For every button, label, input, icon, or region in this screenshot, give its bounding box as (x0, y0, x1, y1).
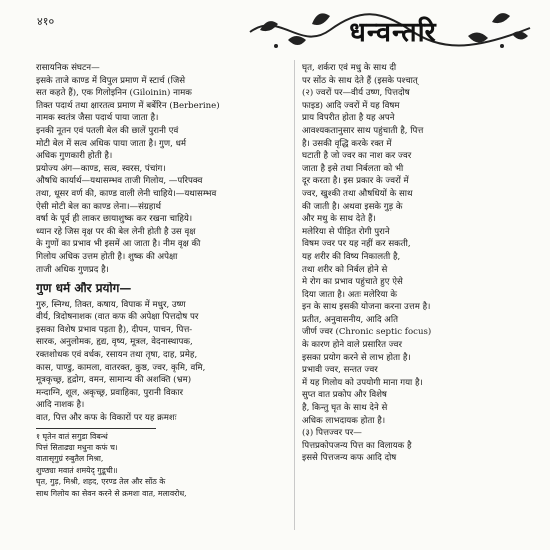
text-line: वर्षा के पूर्व ही लाकर छायाशुष्क कर रखना चाहिये। (36, 214, 193, 225)
text-line: (२) ज्वरों पर—वीर्य उष्ण, पित्तदोष (302, 88, 410, 99)
text-line: गिलोय अधिक उत्तम होती है। शुष्क की अपेक्षा (36, 251, 178, 262)
text-line: (३) पित्तज्वर पर— (302, 428, 362, 439)
text-line: साथ गिलोय का सेवन करने से क्रमशः वात, मलावरोध, (36, 488, 187, 498)
text-line: के कारण होने वाले प्रसारित ज्वर (302, 340, 402, 351)
text-line: १ घृतेन वातं सगुडा विबन्धं (36, 431, 108, 441)
text-line: आदि नाशक है। (36, 400, 85, 411)
text-line: तथा, धूसर वर्ण की, काण्ड वाली लेनी चाहिये।—यथासम्भव (36, 188, 217, 199)
text-line: जाता है इसे तथा निर्बलता को भी (302, 163, 404, 174)
text-line: इसका विशेष प्रभाव पड़ता है), दीपन, पाचन, पित्त- (36, 324, 193, 335)
text-line: है। उसकी वृद्धि करके रक्त में (302, 138, 392, 149)
text-line: वातासृगुग्रं रुबुतैल मिश्रा, (36, 454, 104, 464)
text-line: प्रतीत, अनुवासनीय, आदि अति (302, 314, 398, 325)
text-line: घृत, शर्करा एवं मधु के साथ दी (302, 63, 397, 73)
text-line: मे रोग का प्रभाव पहुंचाते हुए ऐसे (302, 277, 403, 288)
text-line: पित्तप्रकोपजन्य पित्त का विलायक है (302, 440, 412, 451)
text-line: और मधु के साथ देते हैं। (302, 214, 376, 225)
text-line: यह शरीर की विष्य निकालती है, (302, 251, 401, 262)
text-line: तिक्त पदार्थ तथा क्षारतत्व प्रमाण में बर्बेरिन (Berberine) (36, 100, 220, 111)
text-line: ध्यान रहे जिस वृक्ष पर की बेल लेनी होती है उस वृक्ष (36, 226, 196, 237)
journal-title: धन्वन्तरि (349, 17, 437, 48)
text-line: शुण्ठ्या मवातं शमयेद् गुडूची॥ (36, 465, 118, 475)
page-header (240, 0, 540, 64)
text-line: घटाती है जो ज्वर का नाश कर ज्वर (302, 151, 412, 162)
text-line: इसका प्रयोग करने से लाभ होता है। (302, 352, 411, 363)
text-line: मोटी बेल में सत्व अधिक पाया जाता है। गुण, धर्म (36, 138, 186, 149)
text-line: इसके ताजे काण्ड में विपुल प्रमाण में स्टार्च (जिसे (36, 75, 186, 86)
text-line: आवश्यकतानुसार साथ पहुंचाती है, पित्त (302, 125, 424, 136)
text-line: प्रयोज्य अंग—काण्ड, सत्व, स्वरस, पंचांग। (36, 163, 166, 174)
text-line: में यह गिलोय को उपयोगी माना गया है। (302, 377, 423, 388)
left-text-block (36, 62, 290, 276)
text-line: मन्दाग्नि, शूल, अकृच्छ्र, प्रवाहिका, पुरानी विकार (36, 387, 184, 398)
text-line: जीर्ण ज्वर (Chronic septic focus) (302, 327, 432, 338)
text-line: सारक, अनुलोमक, हृद्य, वृष्य, मूत्रल, वेदनास्थापक, (36, 337, 193, 348)
text-line: इनकी नूतन एवं पतली बेल की छालें पुरानी एवं (36, 125, 179, 136)
text-line: घृत, गुड़, मिश्री, शहद, एरण्ड तेल और सोंठ के (36, 477, 166, 487)
text-line: फाइड) आदि ज्वरों में यह विषम (302, 100, 400, 111)
text-line: इन के साथ इसकी योजना करना उत्तम है। (302, 302, 431, 313)
text-line: इससे पित्तजन्य कफ आदि दोष (302, 453, 397, 464)
text-line: कास, पाण्डु, कामला, वातरक्त, कुष्ठ, ज्वर, कृमि, वमि, (36, 362, 206, 373)
text-line: मूत्रकृच्छ्र, हृद्रोग, वमन, सामान्य की अशक्ति (भ्रम) (36, 375, 192, 386)
right-text-block (302, 62, 528, 465)
text-line: दूर करता है। इस प्रकार के ज्वरों में (302, 176, 409, 187)
text-line: अधिक लाभदायक होता है। (302, 415, 386, 426)
text-line: दिया जाता है। अतः मलेरिया के (302, 289, 397, 300)
text-line: तथा शरीर को निर्बल होने से (302, 264, 388, 275)
footnote-rule (36, 428, 156, 429)
text-line: वीर्य, त्रिदोषनाशक (वात कफ की अपेक्षा पित्तदोष पर (36, 312, 199, 323)
text-line: पित्तं सिताढ्या मधुना कफं च। (36, 443, 118, 453)
footnotes (36, 431, 290, 499)
page-number: ४१० (37, 15, 55, 28)
text-line: की जाती है। अथवा इसके गुड़ के (302, 201, 403, 212)
column-divider (294, 60, 295, 530)
text-line: सुप्त वात प्रकोप और विशेष (302, 390, 387, 401)
text-line: ऐसी मोटी बेल का काण्ड लेना।—संग्रहार्थ (36, 201, 162, 212)
text-line: रासायनिक संघटन— (36, 63, 100, 73)
text-line: नामक स्वतंत्र जैसा पदार्थ पाया जाता है। (36, 113, 159, 124)
text-line: पर सोंठ के साथ देते हैं (इसके पश्चात् (302, 75, 418, 86)
text-line: के गुणों का प्रभाव भी इसमें आ जाता है। नीम वृक्ष की (36, 239, 201, 250)
text-line: मलेरिया से पीड़ित रोगी पुराने (302, 226, 390, 237)
text-line: अधिक गुणकारी होती है। (36, 151, 113, 162)
text-line: विषम ज्वर पर यह नहीं कर सकती, (302, 239, 411, 250)
text-line: ज्वर, खुश्की तथा औषधियों के साथ (302, 188, 413, 199)
text-line: है, किन्तु घृत के साथ देने से (302, 403, 388, 414)
left-column (36, 62, 290, 542)
text-line: वात, पित्त और कफ के विकारों पर यह क्रमशः (36, 413, 177, 424)
text-line: औषधि कार्यार्थ—यथासम्भव ताजी गिलोय, —परिपक्व (36, 176, 203, 187)
text-line: सत कहते हैं), एक गिलोइनिन (Giloinin) नामक (36, 88, 192, 99)
text-line: प्रभावी ज्वर, सन्तत ज्वर (302, 365, 378, 376)
right-column (302, 62, 528, 542)
text-line: रक्तशोधक एवं वर्धक, रसायन तथा तृषा, दाह, प्रमेह, (36, 350, 198, 361)
left-text-block-2 (36, 299, 290, 425)
text-line: प्राय विपरीत होता है यह अपने (302, 113, 395, 124)
text-line: ताजी अधिक गुणप्रद है। (36, 264, 109, 275)
section-heading: गुण धर्म और प्रयोग— (36, 282, 132, 295)
text-line: गुरु, स्निग्ध, तिक्त, कषाय, विपाक में मधुर, उष्ण (36, 299, 186, 310)
